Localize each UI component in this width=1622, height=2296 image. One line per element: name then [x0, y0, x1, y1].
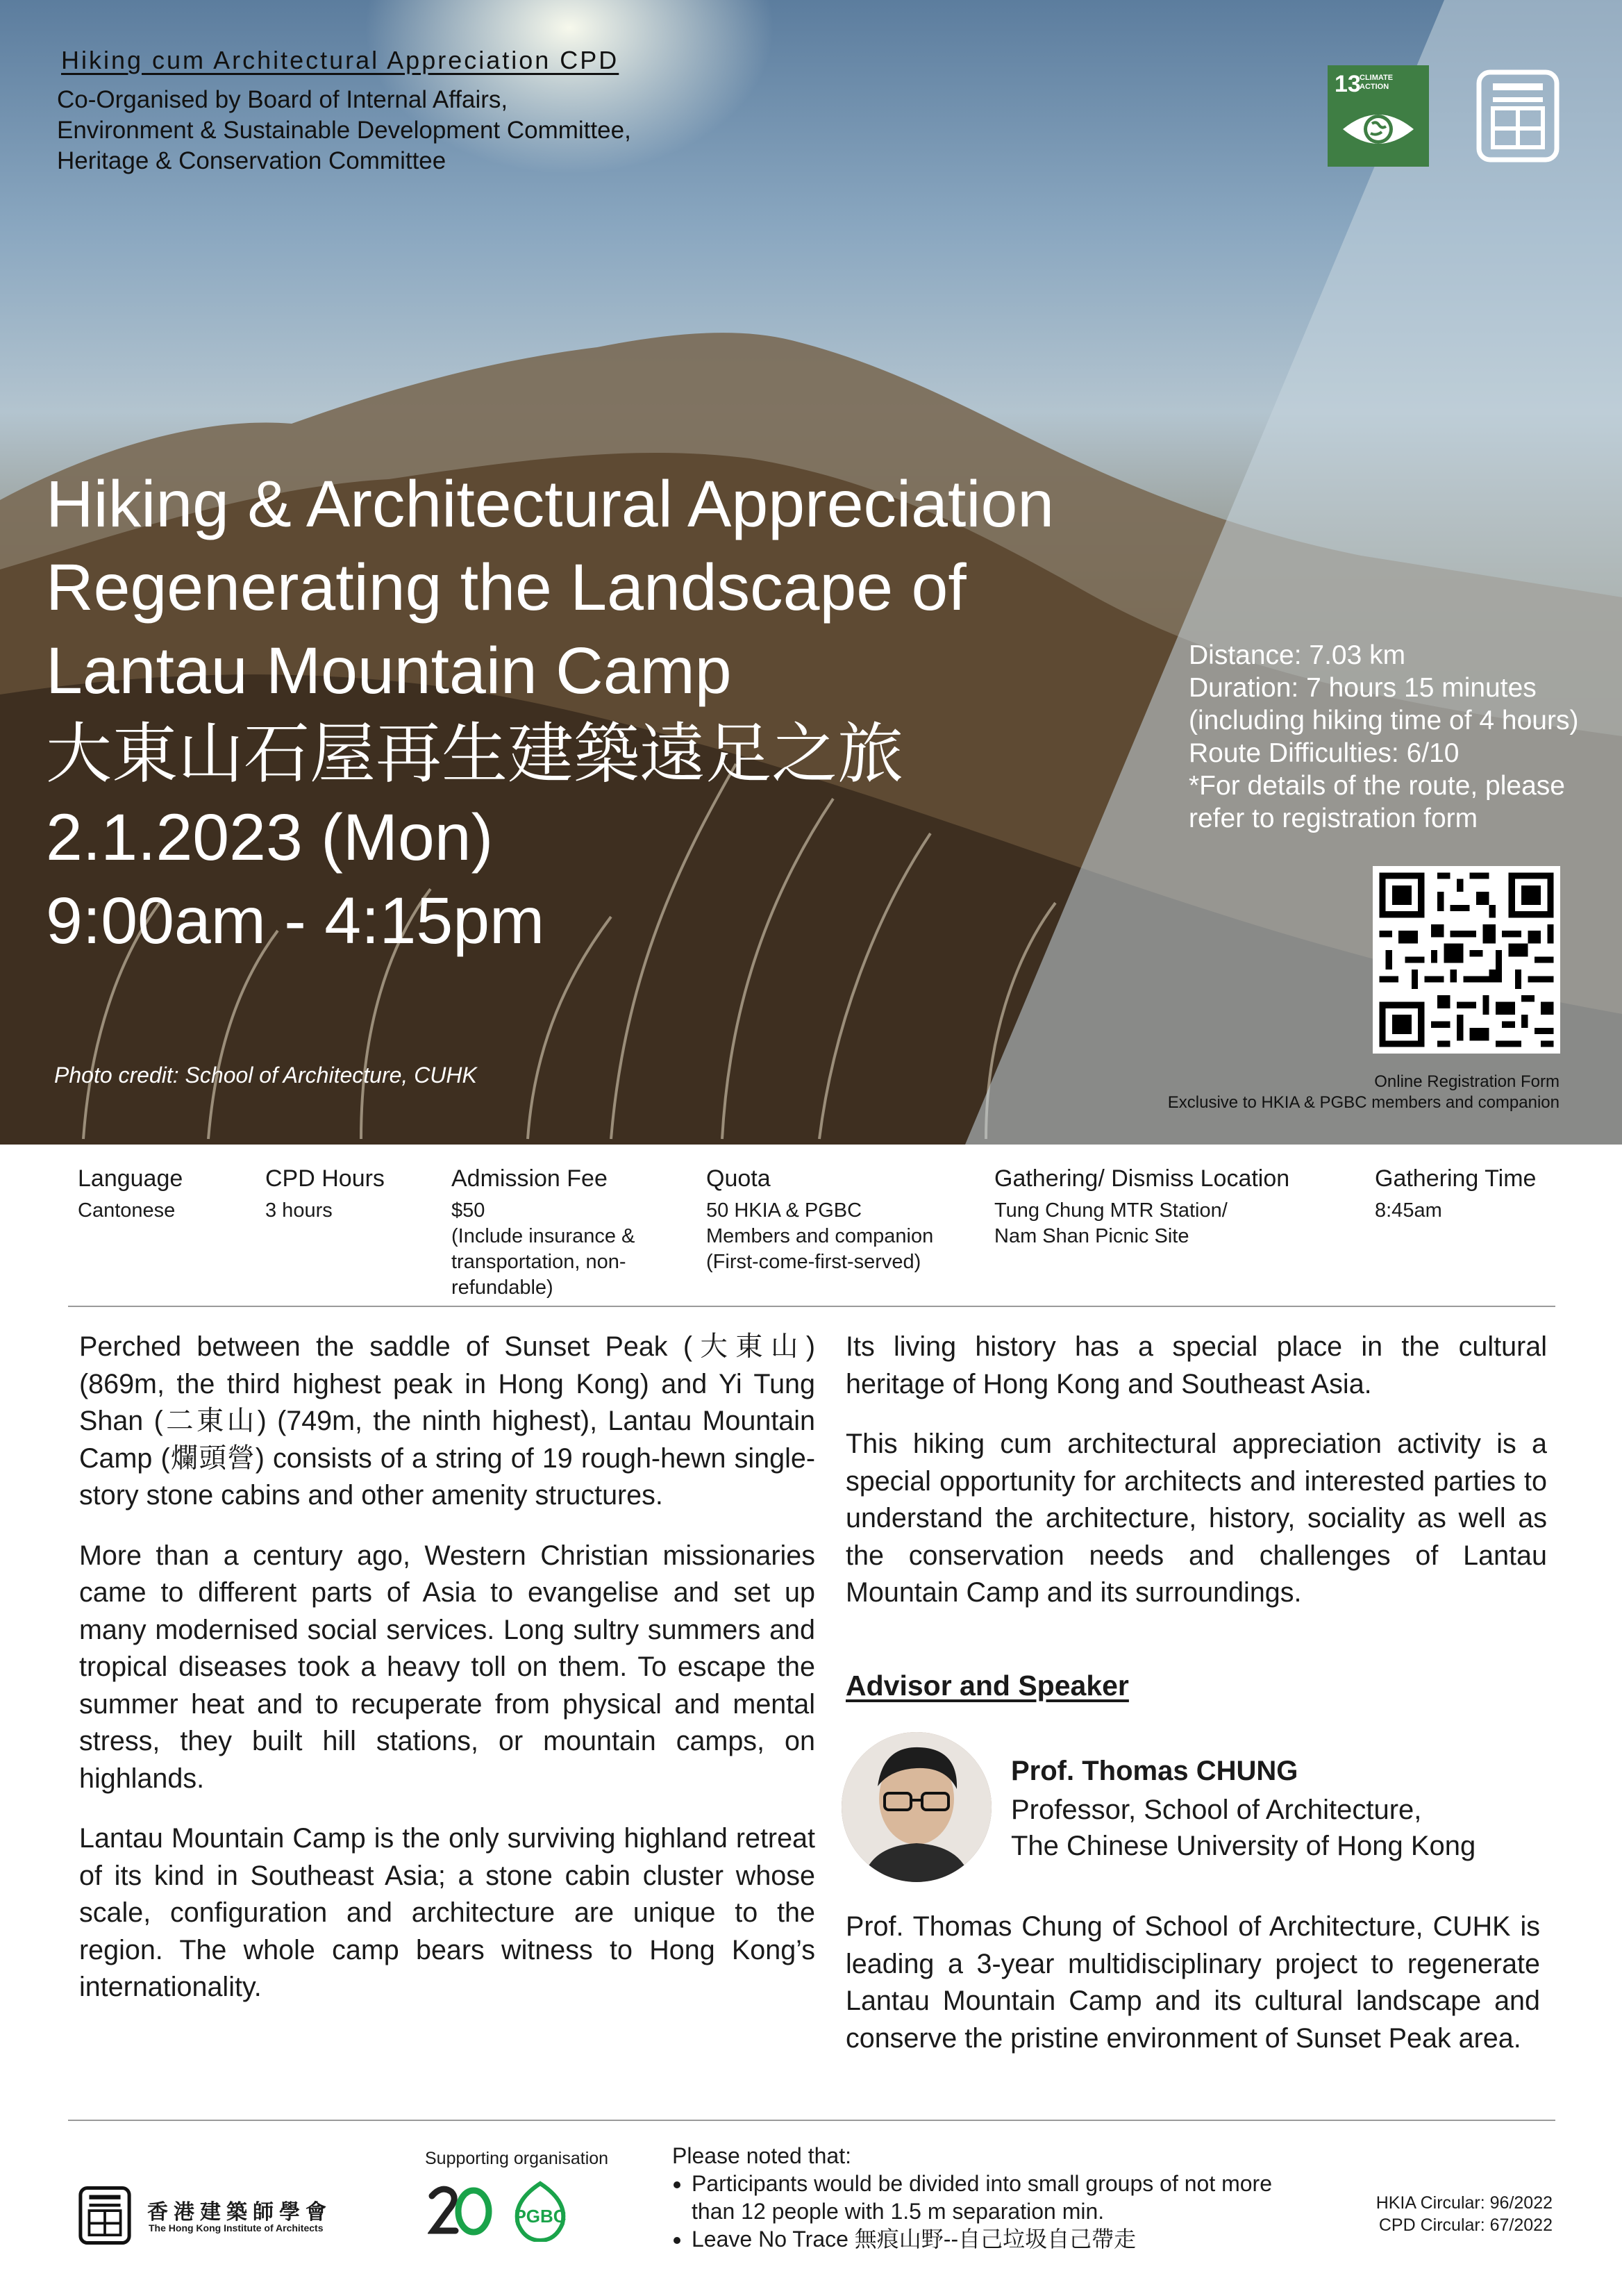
pgbc-logo: [507, 2181, 574, 2242]
title-line: Hiking & Architectural Appreciation: [46, 467, 1055, 541]
registration-caption: [1168, 1072, 1560, 1113]
route-duration: Duration: 7 hours 15 minutes: [1189, 673, 1537, 703]
hkia-logo-icon: [78, 2186, 132, 2245]
organiser-line: Co-Organised by Board of Internal Affairs,: [57, 86, 508, 113]
circular-numbers: [1376, 2192, 1553, 2236]
sdg-number: 13: [1335, 71, 1361, 97]
info-language: [78, 1165, 183, 1224]
info-heading: Gathering Time: [1375, 1165, 1537, 1192]
info-heading: Admission Fee: [451, 1165, 608, 1192]
info-value-line: refundable): [451, 1276, 553, 1299]
note-text: Leave No Trace 無痕山野--自己垃圾自己帶走: [692, 2227, 1137, 2252]
speaker-portrait-icon: [842, 1732, 992, 1882]
organiser-line: Heritage & Conservation Committee: [57, 147, 446, 174]
organisers: [57, 85, 631, 176]
event-date: 2.1.2023 (Mon): [46, 801, 494, 874]
description-paragraph: Perched between the saddle of Sunset Peak (大東山) (869m, the third highest peak in Hong Kong) and Yi Tung Shan (二東山) (749m, the ninth highest), Lantau Mountain Camp (爛頭營) consists of a string of 19 rough-hewn single-story stone cabins and other amenity structures.: [79, 1331, 815, 1511]
route-duration-note: (including hiking time of 4 hours): [1189, 706, 1579, 735]
event-title: [46, 463, 1054, 963]
info-admission-fee: [451, 1165, 635, 1301]
speaker-title-line: Professor, School of Architecture,: [1011, 1795, 1422, 1825]
route-note: refer to registration form: [1189, 804, 1478, 833]
hkia-name-english: The Hong Kong Institute of Architects: [149, 2222, 324, 2233]
description-left-column: [79, 1329, 815, 2029]
cpd-title: Hiking cum Architectural Appreciation CPD: [61, 46, 619, 74]
info-value-line: 50 HKIA & PGBC: [706, 1199, 862, 1222]
note-text: Participants would be divided into small groups of not more: [692, 2171, 1272, 2196]
title-line: Regenerating the Landscape of: [46, 551, 967, 624]
svg-text:PGBC: PGBC: [514, 2206, 567, 2227]
info-value-line: Nam Shan Picnic Site: [994, 1225, 1189, 1247]
info-value-line: Cantonese: [78, 1199, 176, 1222]
info-value: [451, 1198, 635, 1301]
info-value-line: Members and companion: [706, 1225, 934, 1247]
notes-list: [672, 2170, 1272, 2253]
info-value-line: $50: [451, 1199, 485, 1222]
photo-credit: Photo credit: School of Architecture, CUHK: [54, 1063, 477, 1088]
info-quota: [706, 1165, 933, 1275]
event-time: 9:00am - 4:15pm: [46, 884, 545, 958]
description-paragraph: This hiking cum architectural appreciation activity is a special opportunity for architects and interested parties to understand the architecture, history, sociality as well as the conservation needs and challenges of Lantau Mountain Camp and its surroundings.: [846, 1429, 1547, 1608]
title-line-chinese: 大東山石屋再生建築遠足之旅: [46, 717, 904, 791]
speaker-bio: Prof. Thomas Chung of School of Architecture, CUHK is leading a 3-year multidisciplinary project to regenerate Lantau Mountain Camp and its cultural landscape and conserve the pristine environment of Sunset Peak area.: [846, 1911, 1540, 2054]
description-right-column: [846, 1329, 1547, 1635]
speaker-name: Prof. Thomas CHUNG: [1011, 1756, 1298, 1786]
registration-form-label: Online Registration Form: [1374, 1072, 1560, 1091]
description-paragraph: Lantau Mountain Camp is the only surviving highland retreat of its kind in Southeast Asia; a stone cabin cluster whose scale, configuration and architecture are unique to the region. The whole camp bears witness to Hong Kong’s internationality.: [79, 1823, 815, 2002]
info-value: [265, 1198, 385, 1224]
hkia-circular: HKIA Circular: 96/2022: [1376, 2193, 1553, 2213]
organiser-line: Environment & Sustainable Development Committee,: [57, 117, 631, 144]
info-value-line: Tung Chung MTR Station/: [994, 1199, 1228, 1222]
description-paragraph: More than a century ago, Western Christian missionaries came to different parts of Asia to evangelise and set up many modernised social services. Long sultry summers and tropical diseases took a heavy toll on them. To escape the summer heat and to recuperate from physical and mental stress, they built hill stations, or mountain camps, on highlands.: [79, 1540, 815, 1794]
sdg-label: CLIMATE ACTION: [1360, 74, 1394, 91]
info-value: [1375, 1198, 1536, 1224]
hkia-seal-logo: [1476, 69, 1560, 163]
info-value: [706, 1198, 933, 1275]
route-info: [1189, 639, 1578, 835]
speaker-title-line: The Chinese University of Hong Kong: [1011, 1831, 1476, 1861]
divider: [68, 2120, 1555, 2121]
info-value: [78, 1198, 183, 1224]
info-heading: CPD Hours: [265, 1165, 385, 1192]
info-value-line: (First-come-first-served): [706, 1251, 921, 1273]
notes-title: Please noted that:: [672, 2143, 851, 2168]
info-value: [994, 1198, 1289, 1249]
hero-banner: [0, 0, 1622, 1145]
sdg-climate-action-badge: [1328, 65, 1429, 167]
info-cpd-hours: [265, 1165, 385, 1224]
info-value-line: 8:45am: [1375, 1199, 1442, 1222]
info-value-line: transportation, non-: [451, 1251, 626, 1273]
hkia-name-chinese: 香港建築師學會: [147, 2200, 332, 2224]
info-heading: Quota: [706, 1165, 771, 1192]
eye-globe-icon: [1328, 65, 1429, 167]
note-text-continuation: than 12 people with 1.5 m separation min.: [692, 2199, 1105, 2224]
title-line: Lantau Mountain Camp: [46, 634, 732, 708]
route-distance: Distance: 7.03 km: [1189, 640, 1406, 670]
notes: [672, 2142, 1272, 2253]
cpd-circular: CPD Circular: 67/2022: [1378, 2215, 1553, 2235]
info-gathering-time: [1375, 1165, 1536, 1224]
advisor-heading: Advisor and Speaker: [846, 1670, 1129, 1702]
supporting-organisation-label: Supporting organisation: [425, 2149, 609, 2168]
info-value-line: 3 hours: [265, 1199, 333, 1222]
divider: [68, 1306, 1555, 1307]
anniversary-20-logo: [428, 2182, 494, 2240]
info-heading: Gathering/ Dismiss Location: [994, 1165, 1290, 1192]
speaker-title: [1011, 1792, 1475, 1864]
info-value-line: (Include insurance &: [451, 1225, 635, 1247]
info-heading: Language: [78, 1165, 183, 1192]
note-item: [692, 2170, 1272, 2225]
registration-eligibility: Exclusive to HKIA & PGBC members and companion: [1167, 1093, 1560, 1112]
speaker-photo: [842, 1732, 992, 1882]
route-difficulty: Route Difficulties: 6/10: [1189, 738, 1460, 768]
route-note: *For details of the route, please: [1189, 771, 1565, 801]
description-paragraph: Its living history has a special place in the cultural heritage of Hong Kong and Southeast Asia.: [846, 1331, 1547, 1399]
note-item: [692, 2225, 1272, 2253]
info-gathering-location: [994, 1165, 1289, 1249]
registration-qr-code[interactable]: [1373, 866, 1560, 1054]
